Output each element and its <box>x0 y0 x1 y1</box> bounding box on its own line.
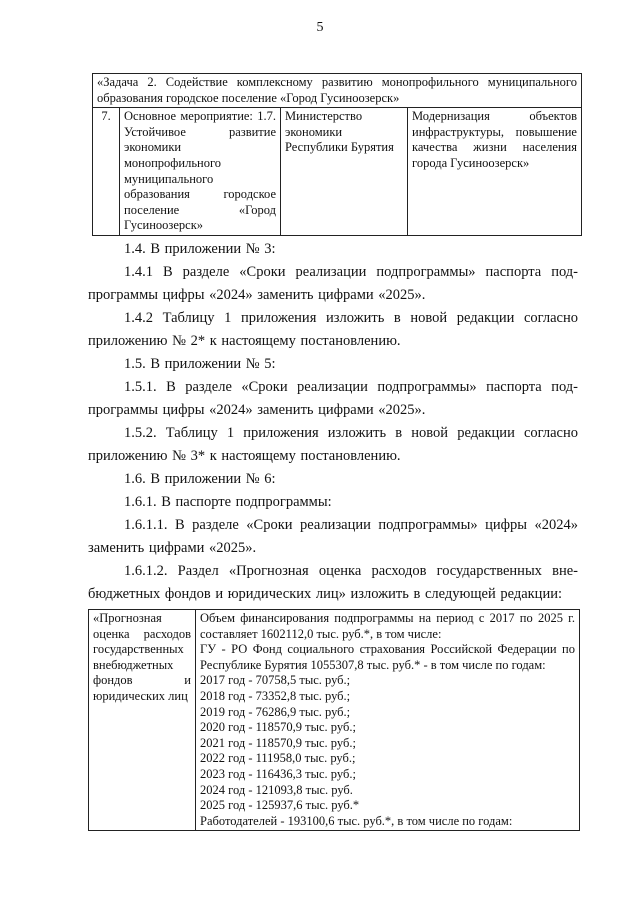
funding-line: 2017 год - 70758,5 тыс. руб.; <box>200 673 351 688</box>
funding-table <box>88 609 580 831</box>
task-header-cell: «Задача 2. Содействие комплексному развитию монопрофильного муниципального образования городское поселение «Город Гусиноозерск» <box>93 74 582 108</box>
funding-line: 2023 год - 116436,3 тыс. руб.; <box>200 766 356 781</box>
funding-line: Объем финансирования подпрограммы на период с 2017 по 2025 г. составляет 1602112,0 тыс. руб.*, в том числе: <box>200 611 575 641</box>
funding-line: 2021 год - 118570,9 тыс. руб.; <box>200 735 356 750</box>
funding-label-cell: «Прогнозная оценка расходов государственных внебюджетных фондов и юридических лиц <box>89 610 196 831</box>
funding-details-cell <box>196 610 580 831</box>
executor-cell: Министерство экономики Республики Бурятия <box>281 108 408 236</box>
funding-line: ГУ - РО Фонд социального страхования Российской Федерации по Республике Бурятия 1055307,8 тыс. руб.* - в том числе по годам: <box>200 642 575 672</box>
paragraph-1-6-1-2: 1.6.1.2. Раздел «Прогнозная оценка расходов государственных вне- бюджетных фондов и юридических лиц» изложить в следующей редакции: <box>88 563 578 602</box>
paragraph-1-5-1: 1.5.1. В разделе «Сроки реализации подпрограммы» паспорта под- программы цифры «2024» заменить цифрами «2025». <box>88 379 578 418</box>
funding-line: 2020 год - 118570,9 тыс. руб.; <box>200 720 356 735</box>
paragraph-1-4-1: 1.4.1 В разделе «Сроки реализации подпрограммы» паспорта под- программы цифры «2024» заменить цифрами «2025». <box>88 264 578 303</box>
funding-line: 2022 год - 111958,0 тыс. руб.; <box>200 751 356 766</box>
paragraph-1-6: 1.6. В приложении № 6: <box>124 471 276 487</box>
paragraph-1-5: 1.5. В приложении № 5: <box>124 356 276 372</box>
row-number-cell: 7. <box>93 108 120 236</box>
paragraph-1-6-1: 1.6.1. В паспорте подпрограммы: <box>124 494 332 510</box>
table-row <box>89 610 580 831</box>
table-row <box>93 108 582 236</box>
page-number: 5 <box>316 20 324 35</box>
funding-line: Работодателей - 193100,6 тыс. руб.*, в том числе по годам: <box>200 813 513 828</box>
funding-line: 2025 год - 125937,6 тыс. руб.* <box>200 798 360 813</box>
measures-table <box>92 73 582 236</box>
funding-line: 2024 год - 121093,8 тыс. руб. <box>200 782 353 797</box>
funding-line: 2018 год - 73352,8 тыс. руб.; <box>200 688 351 703</box>
funding-line: 2019 год - 76286,9 тыс. руб.; <box>200 704 351 719</box>
paragraph-1-5-2: 1.5.2. Таблицу 1 приложения изложить в новой редакции согласно приложению № 3* к настоящему постановлению. <box>88 425 578 464</box>
paragraph-1-4-2: 1.4.2 Таблицу 1 приложения изложить в новой редакции согласно приложению № 2* к настоящему постановлению. <box>88 310 578 349</box>
event-cell: Основное мероприятие: 1.7. Устойчивое развитие экономики монопрофильного муниципального образования городское поселение «Город Гусиноозерск» <box>120 108 281 236</box>
paragraph-1-6-1-1: 1.6.1.1. В разделе «Сроки реализации подпрограммы» цифры «2024» заменить цифрами «2025». <box>88 517 578 556</box>
paragraph-1-4: 1.4. В приложении № 3: <box>124 241 276 257</box>
result-cell: Модернизация объектов инфраструктуры, повышение качества жизни населения города Гусиноозерск» <box>408 108 582 236</box>
table-header-row <box>93 74 582 108</box>
